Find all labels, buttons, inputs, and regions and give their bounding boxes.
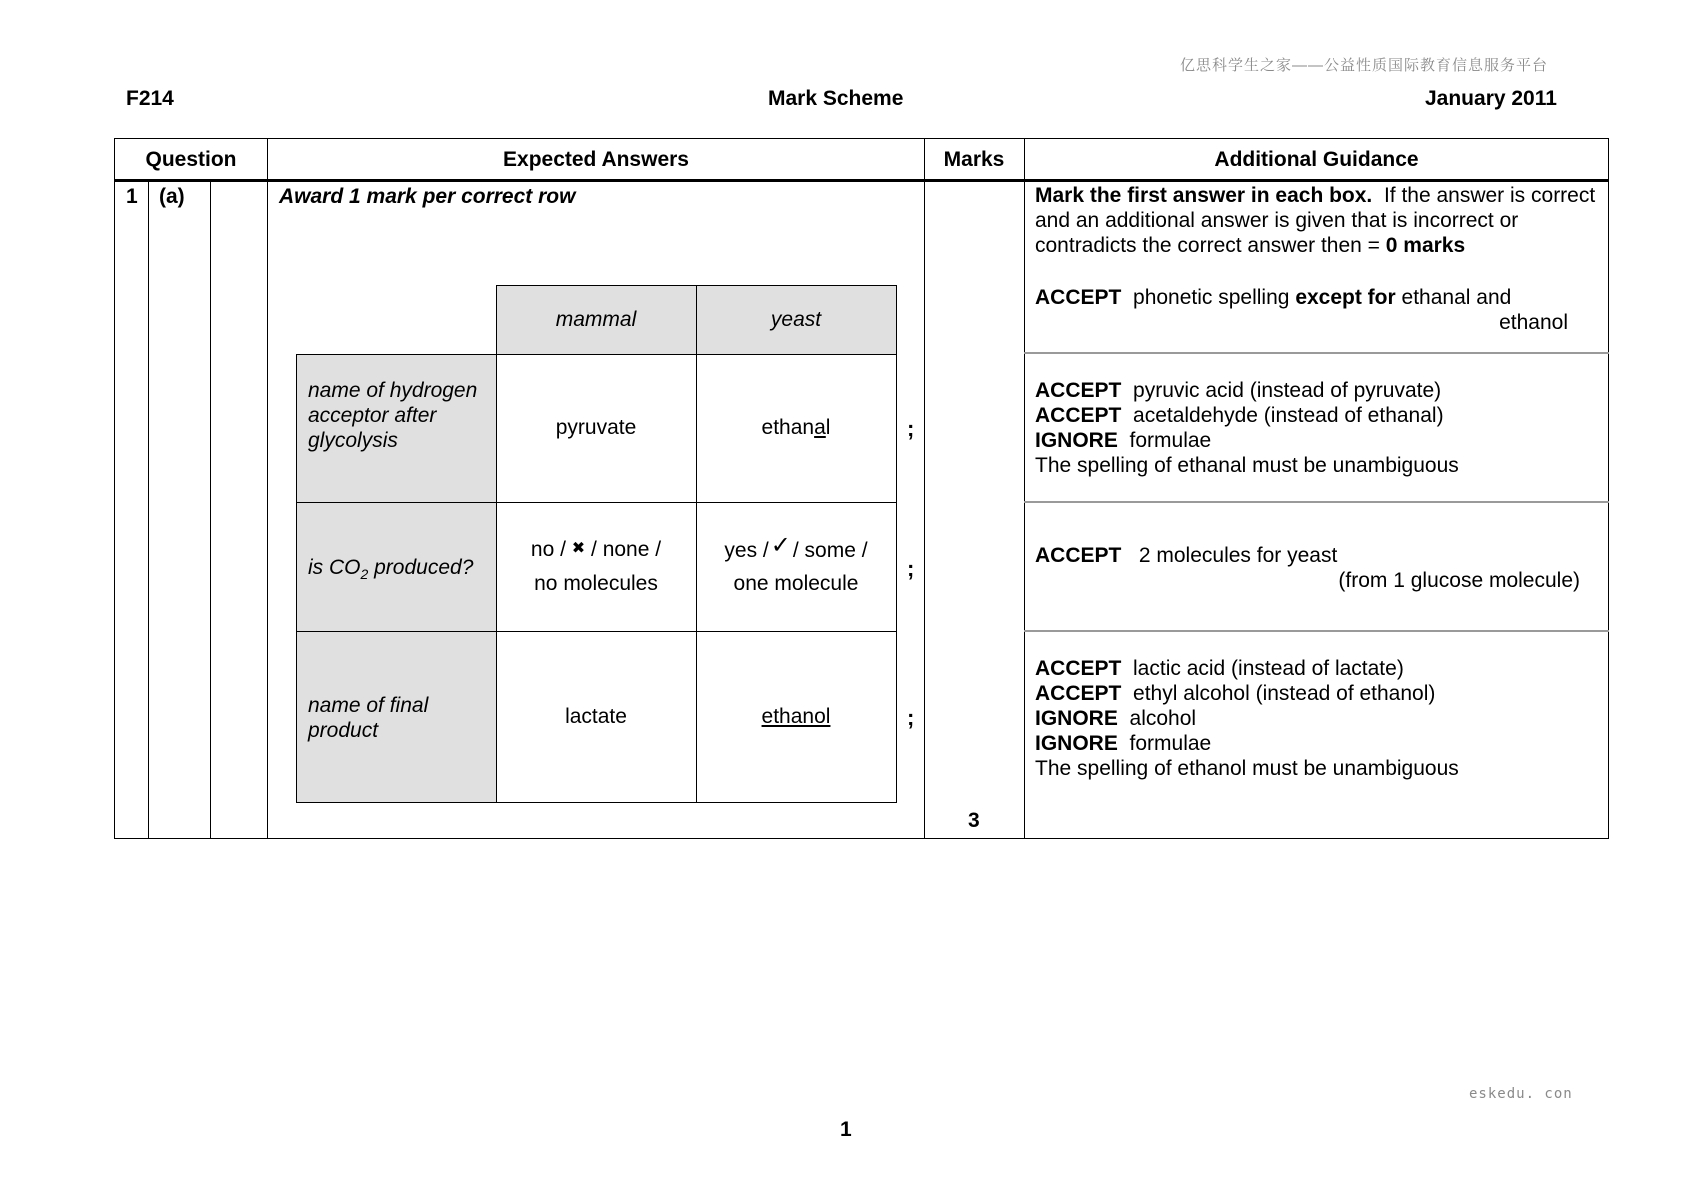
cell-yeast-co2 <box>696 502 896 631</box>
guidance-row3 <box>1035 656 1600 781</box>
mammal-co2-line2: no molecules <box>534 572 658 595</box>
header-expected-answers: Expected Answers <box>503 148 689 171</box>
ethanol-underlined: ethanol <box>761 704 831 728</box>
document-date: January 2011 <box>1425 87 1557 110</box>
yeast-co2-yes: yes / <box>724 539 769 562</box>
yeast-co2-some: / some / <box>792 539 868 562</box>
header-additional-guidance: Additional Guidance <box>1214 148 1419 171</box>
question-number: 1 <box>126 185 138 208</box>
cell-mammal-co2 <box>496 502 696 631</box>
col-mammal: mammal <box>555 307 637 331</box>
guidance-line <box>1035 403 1600 428</box>
keyword-accept: ACCEPT <box>1035 404 1122 427</box>
guidance-text: ethyl alcohol (instead of ethanol) <box>1133 682 1436 705</box>
mark-indicator-row3: ; <box>907 705 915 730</box>
mark-indicator-row2: ; <box>907 556 915 581</box>
document-title: Mark Scheme <box>768 87 904 110</box>
keyword-accept: ACCEPT <box>1035 657 1122 680</box>
paper-code: F214 <box>126 87 174 110</box>
guidance-text: 2 molecules for yeast <box>1138 544 1338 567</box>
guidance-phonetic-text: phonetic spelling <box>1133 286 1290 309</box>
keyword-accept: ACCEPT <box>1035 682 1122 705</box>
mammal-co2-no: no / <box>530 538 566 561</box>
guidance-line <box>1035 378 1600 403</box>
mark-indicator-row1: ; <box>907 416 915 441</box>
guidance-first-answer-rest: If the answer is correct and an additional answer is given that is incorrect or contradicts the correct answer then = <box>1035 184 1596 257</box>
keyword-ignore: IGNORE <box>1035 707 1118 730</box>
row-label-co2 <box>308 555 493 587</box>
guidance-zero-marks: 0 marks <box>1385 234 1466 257</box>
ethanal-part2: l <box>825 416 831 439</box>
guidance-row2 <box>1035 543 1580 593</box>
guidance-except-for: except for <box>1295 286 1396 309</box>
guidance-line: (from 1 glucose molecule) <box>1338 569 1580 592</box>
guidance-text: formulae <box>1129 732 1212 755</box>
header-marks: Marks <box>943 148 1005 171</box>
guidance-phonetic-text2: ethanal and <box>1401 286 1512 309</box>
yeast-co2-line1 <box>724 533 867 567</box>
co2-label-post: produced? <box>368 556 474 579</box>
guidance-text: alcohol <box>1129 707 1197 730</box>
header-question: Question <box>145 148 237 171</box>
row-label-hydrogen-acceptor: name of hydrogen acceptor after glycolysis <box>308 379 478 452</box>
ethanal-underlined-letter: a <box>814 416 826 439</box>
guidance-first-answer: Mark the first answer in each box. <box>1035 184 1373 207</box>
tick-icon: ✓ <box>770 531 791 559</box>
co2-label-pre: is CO <box>308 556 361 579</box>
guidance-note: The spelling of ethanal must be unambiguous <box>1035 454 1459 477</box>
co2-subscript: 2 <box>360 566 369 583</box>
cell-yeast-ethanol <box>696 631 896 802</box>
guidance-text: acetaldehyde (instead of ethanal) <box>1133 404 1444 427</box>
keyword-ignore: IGNORE <box>1035 732 1118 755</box>
guidance-text: pyruvic acid (instead of pyruvate) <box>1133 379 1442 402</box>
guidance-note: The spelling of ethanol must be unambiguous <box>1035 757 1459 780</box>
guidance-line <box>1035 428 1600 453</box>
cell-mammal-lactate: lactate <box>565 704 627 728</box>
keyword-accept: ACCEPT <box>1035 379 1122 402</box>
guidance-row1 <box>1035 378 1600 478</box>
guidance-phonetic-text3: ethanol <box>1499 311 1568 334</box>
cross-icon: ✖ <box>571 538 586 557</box>
guidance-phonetic <box>1035 285 1568 335</box>
award-note: Award 1 mark per correct row <box>279 185 576 208</box>
cell-mammal-pyruvate: pyruvate <box>555 416 637 439</box>
cell-yeast-ethanal <box>696 354 896 502</box>
question-part: (a) <box>159 185 185 208</box>
guidance-text: formulae <box>1129 429 1212 452</box>
guidance-line <box>1035 681 1600 706</box>
keyword-accept: ACCEPT <box>1035 544 1122 567</box>
keyword-accept: ACCEPT <box>1035 286 1122 309</box>
guidance-line <box>1035 656 1600 681</box>
guidance-line <box>1035 543 1580 568</box>
guidance-line <box>1035 706 1600 731</box>
page-number: 1 <box>840 1118 852 1141</box>
watermark-bottom: eskedu. con <box>1469 1086 1573 1102</box>
total-marks: 3 <box>968 809 980 832</box>
mammal-co2-line1 <box>531 533 661 567</box>
guidance-text: lactic acid (instead of lactate) <box>1133 657 1404 680</box>
mammal-co2-none: / none / <box>591 538 662 561</box>
ethanal-part1: ethan <box>761 416 815 439</box>
row-label-final-product: name of final product <box>308 694 429 742</box>
col-yeast: yeast <box>770 307 822 331</box>
keyword-ignore: IGNORE <box>1035 429 1118 452</box>
yeast-co2-line2: one molecule <box>733 572 859 595</box>
guidance-general <box>1035 183 1600 258</box>
guidance-line <box>1035 731 1600 756</box>
watermark-top: 亿思科学生之家——公益性质国际教育信息服务平台 <box>1180 57 1549 74</box>
